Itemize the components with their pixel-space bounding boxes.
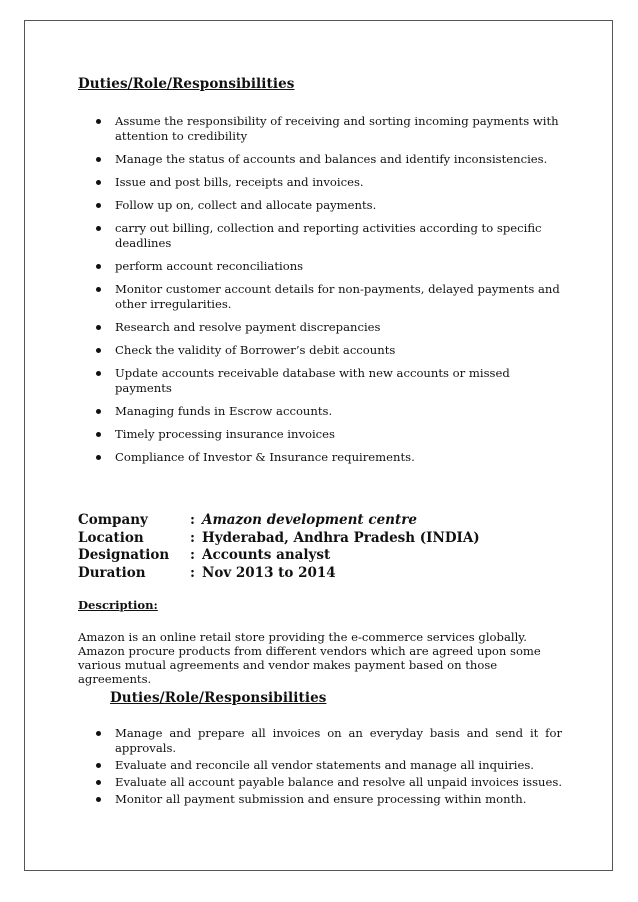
- list-item: Monitor customer account details for non-payments, delayed payments and other irregularities.: [78, 282, 562, 312]
- duration-value: Nov 2013 to 2014: [202, 565, 336, 581]
- designation-row: [78, 547, 330, 563]
- separator: :: [190, 547, 195, 563]
- duties-list-2: [78, 726, 562, 809]
- location-value: Hyderabad, Andhra Pradesh (INDIA): [202, 530, 480, 546]
- duties-heading-2: Duties/Role/Responsibilities: [110, 690, 327, 706]
- list-item: Manage the status of accounts and balances and identify inconsistencies.: [78, 152, 562, 167]
- list-item: Timely processing insurance invoices: [78, 427, 562, 442]
- list-item: Evaluate and reconcile all vendor statements and manage all inquiries.: [78, 758, 562, 773]
- separator: :: [190, 512, 195, 528]
- list-item: Evaluate all account payable balance and resolve all unpaid invoices issues.: [78, 775, 562, 790]
- list-item: Assume the responsibility of receiving and sorting incoming payments with attention to credibility: [78, 114, 562, 144]
- duties-list-1: [78, 114, 562, 473]
- list-item: Compliance of Investor & Insurance requirements.: [78, 450, 562, 465]
- description-text: Amazon is an online retail store providing the e-commerce services globally. Amazon procure products from different vendors which are agreed upon some various mutual agreements and vendor makes payment based on those agreements.: [78, 630, 541, 686]
- list-item: Update accounts receivable database with new accounts or missed payments: [78, 366, 562, 396]
- location-row: [78, 530, 480, 546]
- duties-heading-1: Duties/Role/Responsibilities: [78, 76, 295, 92]
- designation-value: Accounts analyst: [202, 547, 331, 563]
- separator: :: [190, 565, 195, 581]
- location-label: Location: [78, 530, 144, 546]
- list-item: Manage and prepare all invoices on an everyday basis and send it for approvals.: [78, 726, 562, 756]
- company-label: Company: [78, 512, 148, 528]
- designation-label: Designation: [78, 547, 170, 563]
- list-item: Research and resolve payment discrepancies: [78, 320, 562, 335]
- duration-row: [78, 565, 336, 581]
- list-item: Check the validity of Borrower’s debit accounts: [78, 343, 562, 358]
- list-item: Issue and post bills, receipts and invoices.: [78, 175, 562, 190]
- list-item: Monitor all payment submission and ensure processing within month.: [78, 792, 562, 807]
- description-heading: Description:: [78, 598, 158, 612]
- list-item: Managing funds in Escrow accounts.: [78, 404, 562, 419]
- list-item: carry out billing, collection and reporting activities according to specific deadlines: [78, 221, 562, 251]
- company-value: Amazon development centre: [202, 512, 417, 528]
- duration-label: Duration: [78, 565, 146, 581]
- list-item: perform account reconciliations: [78, 259, 562, 274]
- company-row: [78, 512, 417, 528]
- separator: :: [190, 530, 195, 546]
- list-item: Follow up on, collect and allocate payments.: [78, 198, 562, 213]
